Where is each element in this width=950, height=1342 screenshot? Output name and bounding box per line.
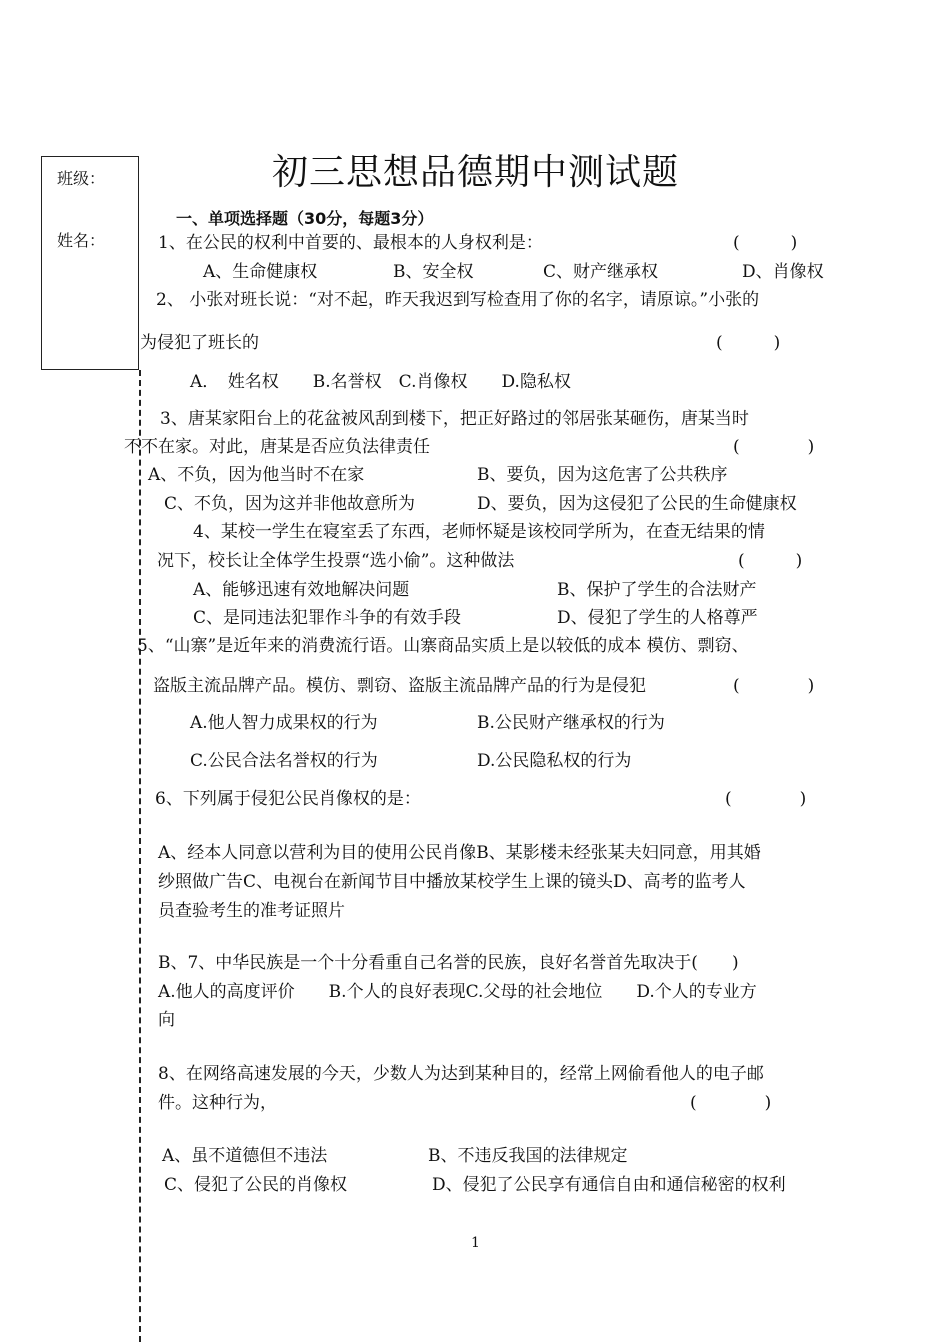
question-5-option-d: D.公民隐私权的行为 [477, 751, 632, 771]
question-7: B、7、中华民族是一个十分看重自己名誉的民族，良好名誉首先取决于( ) [158, 953, 739, 973]
question-6-answer-blank: ( ) [725, 789, 807, 809]
question-4-option-a: A、能够迅速有效地解决问题 [193, 580, 410, 600]
question-4-line-2: 况下，校长让全体学生投票“选小偷”。这种做法 [157, 551, 515, 571]
question-2-answer-blank: ( ) [716, 333, 781, 353]
question-8-option-a: A、虽不道德但不违法 [162, 1146, 328, 1166]
question-1-option-d: D、肖像权 [742, 262, 824, 282]
question-5-option-b: B.公民财产继承权的行为 [477, 713, 665, 733]
question-1-option-b: B、安全权 [393, 262, 474, 282]
question-4-line-1: 4、某校一学生在寝室丢了东西，老师怀疑是该校同学所为，在查无结果的情 [193, 522, 765, 542]
question-4-answer-blank: ( ) [738, 551, 803, 571]
question-6-options-line-1: A、经本人同意以营利为目的使用公民肖像B、某影楼未经张某夫妇同意，用其婚 [158, 843, 761, 863]
question-4-option-d: D、侵犯了学生的人格尊严 [557, 608, 758, 628]
question-4-option-b: B、保护了学生的合法财产 [557, 580, 757, 600]
question-1-option-a: A、生命健康权 [203, 262, 318, 282]
question-7-options-line-1: A.他人的高度评价 B.个人的良好表现C.父母的社会地位 D.个人的专业方 [158, 982, 757, 1002]
question-6: 6、下列属于侵犯公民肖像权的是： [155, 789, 421, 809]
question-5-option-c: C.公民合法名誉权的行为 [190, 751, 378, 771]
question-7-options-line-2: 向 [158, 1010, 175, 1030]
question-3-option-c: C、不负，因为这并非他故意所为 [164, 494, 416, 514]
question-1-option-c: C、财产继承权 [543, 262, 659, 282]
question-2-line-1: 2、 小张对班长说：“对不起，昨天我迟到写检查用了你的名字，请原谅。”小张的 [156, 290, 760, 310]
question-2-line-2: 为侵犯了班长的 [140, 333, 259, 353]
section-heading: 一、单项选择题（30分，每题3分） [176, 209, 434, 228]
question-5-answer-blank: ( ) [733, 676, 815, 696]
question-6-options-line-3: 员查验考生的准考证照片 [158, 901, 345, 921]
question-8-option-c: C、侵犯了公民的肖像权 [164, 1175, 348, 1195]
question-8-option-d: D、侵犯了公民享有通信自由和通信秘密的权利 [432, 1175, 786, 1195]
question-5-line-2: 盗版主流品牌产品。模仿、剽窃、盗版主流品牌产品的行为是侵犯 [153, 676, 646, 696]
question-1-answer-blank: ( ) [733, 233, 798, 253]
question-8-line-2: 件。这种行为， [158, 1093, 277, 1113]
name-label: 姓名： [57, 231, 106, 250]
class-label: 班级： [57, 169, 106, 188]
page-number: 1 [471, 1235, 480, 1251]
question-8-answer-blank: ( ) [690, 1093, 772, 1113]
question-3-option-b: B、要负，因为这危害了公共秩序 [477, 465, 728, 485]
question-5-option-a: A.他人智力成果权的行为 [190, 713, 378, 733]
question-3-line-1: 3、唐某家阳台上的花盆被风刮到楼下，把正好路过的邻居张某砸伤，唐某当时 [160, 409, 749, 429]
question-3-option-a: A、不负，因为他当时不在家 [148, 465, 365, 485]
question-5-line-1: 5、“山寨”是近年来的消费流行语。山寨商品实质上是以较低的成本 模仿、剽窃、 [137, 636, 749, 656]
question-3-answer-blank: ( ) [733, 437, 815, 457]
question-2-options: A． 姓名权 B.名誉权 C.肖像权 D.隐私权 [190, 372, 571, 392]
question-8-line-1: 8、在网络高速发展的今天，少数人为达到某种目的，经常上网偷看他人的电子邮 [158, 1064, 764, 1084]
question-4-option-c: C、是同违法犯罪作斗争的有效手段 [193, 608, 462, 628]
question-1: 1、在公民的权利中首要的、最根本的人身权利是： [158, 233, 543, 253]
question-3-line-2: 不不在家。对此，唐某是否应负法律责任 [124, 437, 430, 457]
binding-dashed-line [139, 370, 141, 1342]
question-6-options-line-2: 纱照做广告C、电视台在新闻节目中播放某校学生上课的镜头D、高考的监考人 [158, 872, 746, 892]
question-3-option-d: D、要负，因为这侵犯了公民的生命健康权 [477, 494, 797, 514]
page-title: 初三思想品德期中测试题 [272, 152, 680, 193]
question-8-option-b: B、不违反我国的法律规定 [428, 1146, 628, 1166]
